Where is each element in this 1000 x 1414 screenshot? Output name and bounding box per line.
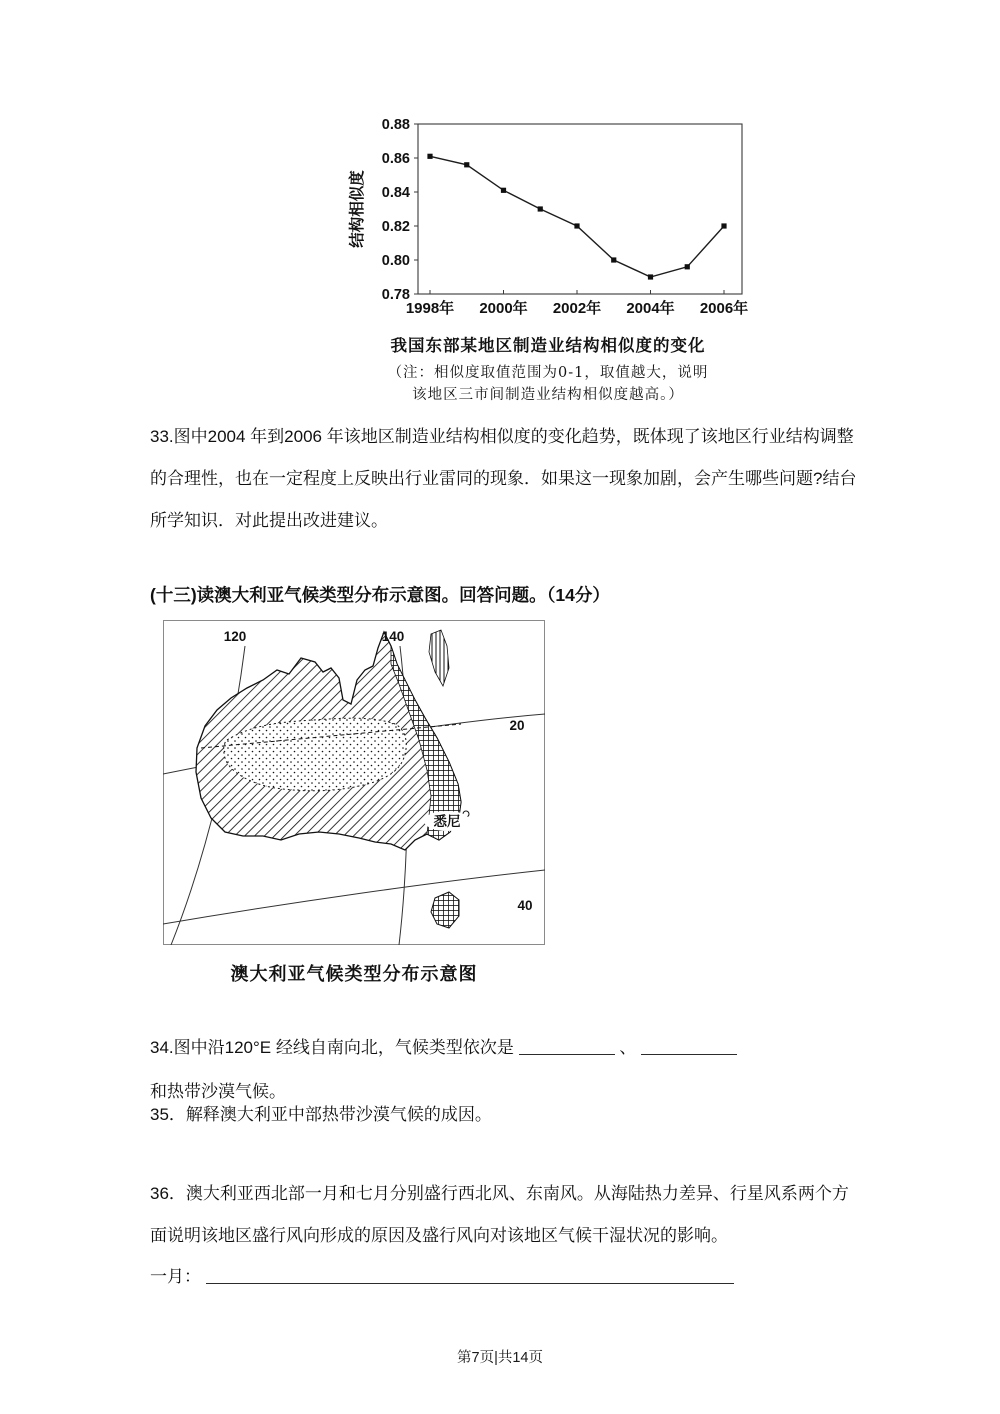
- similarity-chart-figure: [336, 110, 760, 406]
- question-34-lead: 34.图中沿120°E 经线自南向北，气候类型依次是: [150, 1038, 514, 1057]
- lon-120-label: 120: [223, 629, 247, 644]
- question-33: 33.图中2004 年到2006 年该地区制造业结构相似度的变化趋势，既体现了该地区行业结构调整的合理性，也在一定程度上反映出行业雷同的现象．如果这一现象加剧，会产生哪些问题?结台所学知识．对此提出改进建议。: [150, 427, 857, 530]
- january-label: 一月：: [150, 1267, 201, 1286]
- svg-text:2004年: 2004年: [626, 300, 675, 317]
- question-36-january-line: [150, 1256, 862, 1298]
- svg-text:0.86: 0.86: [381, 151, 410, 167]
- question-36: 36．澳大利亚西北部一月和七月分别盛行西北风、东南风。从海陆热力差异、行星风系两个方面说明该地区盛行风向形成的原因及盛行风向对该地区气候干湿状况的影响。: [150, 1184, 849, 1245]
- lon-140-label: 140: [381, 629, 405, 644]
- chart-note-line-2: 该地区三市间制造业结构相似度越高。）: [412, 387, 684, 403]
- question-35: 35．解释澳大利亚中部热带沙漠气候的成因。: [150, 1105, 492, 1124]
- lat-20-label: 20: [509, 718, 525, 733]
- australia-climate-map: [163, 620, 545, 945]
- q34-blank-2: [641, 1037, 737, 1055]
- question-34-tail: 和热带沙漠气候。: [150, 1082, 286, 1101]
- lat-40-label: 40: [517, 898, 533, 913]
- q34-blank-1: [519, 1037, 615, 1055]
- map-caption: 澳大利亚气候类型分布示意图: [230, 964, 478, 984]
- svg-text:2006年: 2006年: [699, 300, 749, 317]
- section-13-heading: (十三)读澳大利亚气候类型分布示意图。回答问题。（14分）: [150, 585, 610, 605]
- svg-text:0.82: 0.82: [381, 219, 410, 235]
- svg-text:1998年: 1998年: [405, 300, 455, 317]
- central-desert-region: [224, 718, 407, 791]
- similarity-line-chart: [336, 110, 760, 322]
- page-footer: 第7页|共14页: [457, 1350, 543, 1366]
- january-answer-blank: [206, 1266, 734, 1284]
- svg-text:结构相似度: 结构相似度: [349, 170, 366, 248]
- chart-title: 我国东部某地区制造业结构相似度的变化: [390, 337, 706, 355]
- chart-note: [336, 362, 760, 406]
- svg-text:0.84: 0.84: [381, 185, 410, 201]
- sydney-label: 悉尼: [433, 814, 461, 829]
- svg-text:2002年: 2002年: [552, 300, 602, 317]
- svg-text:0.78: 0.78: [381, 287, 410, 303]
- question-34-separator: 、: [619, 1038, 637, 1057]
- svg-text:0.88: 0.88: [381, 117, 410, 133]
- svg-text:2000年: 2000年: [479, 300, 528, 317]
- svg-text:0.80: 0.80: [381, 253, 410, 269]
- chart-note-line-1: （注：相似度取值范围为0-1，取值越大，说明: [387, 365, 709, 381]
- australia-map-canvas: [163, 620, 545, 945]
